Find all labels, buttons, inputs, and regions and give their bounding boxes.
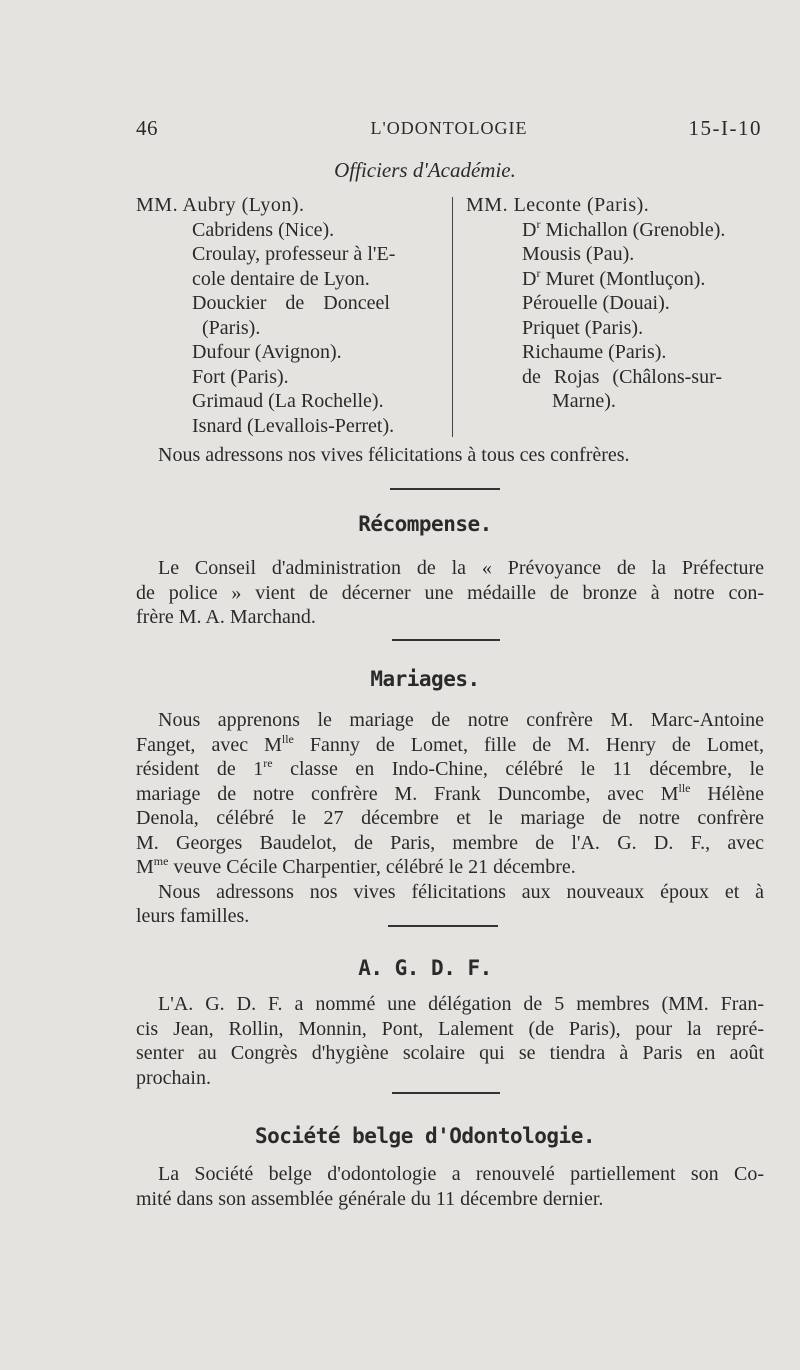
issue-date: 15-I-10 (688, 116, 762, 140)
section-divider (392, 1092, 500, 1094)
officiers-closing: Nous adressons nos vives félicitations à tous ces confrères. (158, 444, 630, 466)
section-heading-agdf: A. G. D. F. (358, 956, 492, 980)
list-item: Marne). (552, 390, 616, 412)
societe-paragraph: La Société belge d'odontologie a renouvelé partiellement son Co- mité dans son assemblée générale du 11 décembre dernier. (136, 1163, 764, 1210)
column-divider (452, 197, 453, 437)
list-item: Mousis (Pau). (522, 243, 635, 265)
list-item: (Paris). (202, 316, 261, 339)
list-item: Dufour (Avignon). (192, 341, 342, 363)
officiers-left-column (136, 193, 446, 438)
section-divider (390, 488, 500, 490)
agdf-paragraph: L'A. G. D. F. a nommé une délégation de 5 membres (MM. Fran- cis Jean, Rollin, Monnin, Pont, Lalement (de Paris), pour la repré- senter au Congrès d'hygiène scolaire qui se tiendra à Paris en août prochain. (136, 993, 764, 1089)
list-item: Croulay, professeur à l'E- (192, 243, 396, 265)
section-heading-recompense: Récompense. (358, 512, 492, 536)
list-item: cole dentaire de Lyon. (192, 267, 370, 290)
page-number: 46 (136, 116, 158, 140)
running-header (136, 116, 762, 146)
list-item: $D^r$ Muret (Montluçon). (522, 265, 706, 290)
section-divider (388, 925, 498, 927)
section-divider (392, 639, 500, 641)
list-item: Richaume (Paris). (522, 341, 667, 363)
list-item: MM. Aubry (Lyon). (136, 194, 305, 216)
officiers-right-column (466, 193, 766, 414)
officiers-title: Officiers d'Académie. (334, 158, 516, 182)
list-item: de Rojas (Châlons-sur- (522, 365, 723, 388)
list-item: Isnard (Levallois-Perret). (192, 414, 395, 437)
list-item: Fort (Paris). (192, 365, 289, 388)
section-heading-mariages: Mariages. (370, 667, 480, 691)
list-item: Priquet (Paris). (522, 316, 644, 339)
list-item: Pérouelle (Douai). (522, 292, 670, 314)
journal-title: L'ODONTOLOGIE (370, 118, 528, 138)
list-item: MM. Leconte (Paris). (466, 194, 650, 216)
section-heading-societe-belge: Société belge d'Odontologie. (254, 1124, 595, 1148)
list-item: Cabridens (Nice). (192, 218, 335, 241)
list-item: Grimaud (La Rochelle). (192, 390, 384, 412)
list-item: $D^r$ Michallon (Grenoble). (522, 216, 726, 241)
list-item: Douckier de Donceel (192, 292, 390, 314)
recompense-paragraph: Le Conseil d'administration de la « Prévoyance de la Préfecture de police » vient de décerner une médaille de bronze à notre con- frère M. A. Marchand. (136, 557, 764, 628)
mariages-paragraph: Nous apprenons le mariage de notre confrère M. Marc-Antoine Fanget, avec $M^{lle}$ Fanny de Lomet, fille de M. Henry de Lomet, résident de 1re classe en Indo-Chine, célébré le 11 décembre, le mariage de notre confrère M. Frank Duncombe, avec $M^{lle}$ Hélène Denola, célébré le 27 décembre et le mariage de notre confrère M. Georges Baudelot, de Paris, membre de l'A. G. D. F., avec $M^{me}$ veuve Cécile Charpentier, célébré le 21 décembre. Nous adressons nos vives félicitations aux nouveaux époux et à leurs familles. (136, 709, 764, 927)
